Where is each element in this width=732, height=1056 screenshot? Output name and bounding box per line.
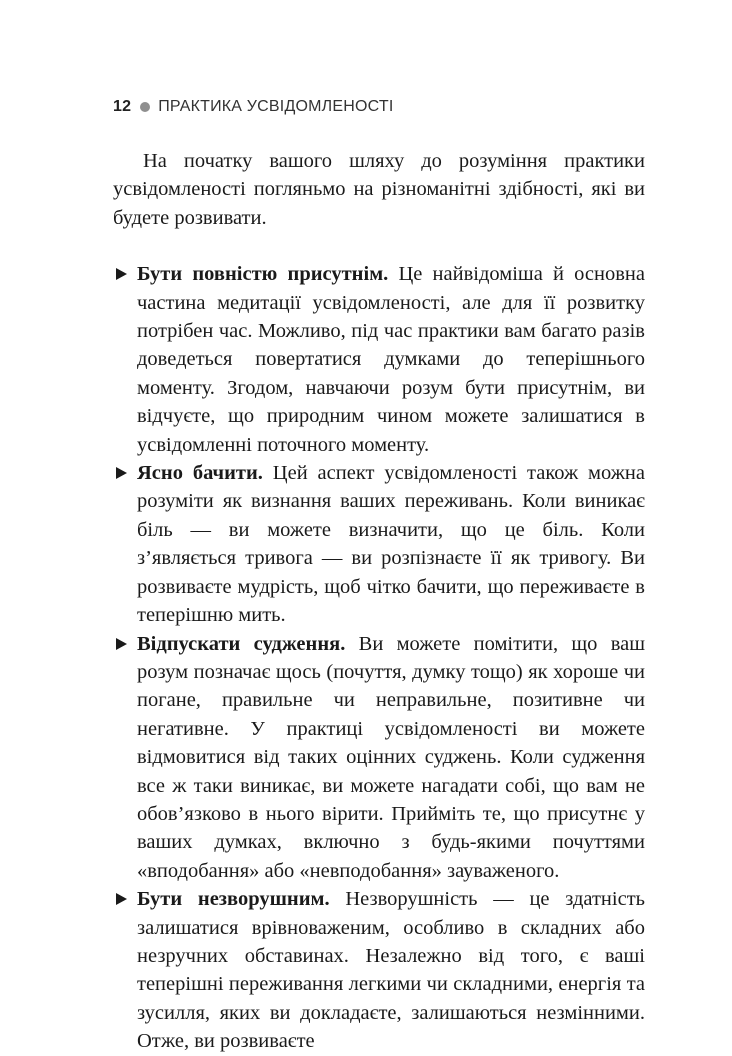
list-item-term: Ясно бачити.	[137, 462, 263, 485]
list-item-text: Цей аспект усвідомленості також можна розуміти як визнання ваших переживань. Коли виникає біль — ви можете визначити, що це біль. Коли з’являється тривога — ви розпізнаєте її як тривогу. Ви розвиваєте мудрість, щоб чітко бачити, що переживаєте в теперішню мить.	[137, 462, 645, 627]
list-item-term: Бути незворушним.	[137, 888, 330, 911]
page-content	[113, 147, 645, 1056]
list-item	[113, 459, 645, 629]
bullet-dot-icon	[140, 102, 150, 112]
triangle-bullet-icon	[116, 467, 127, 479]
list-item	[113, 630, 645, 886]
list-item	[113, 885, 645, 1055]
running-head	[113, 98, 393, 116]
list-item-term: Бути повністю присутнім.	[137, 263, 389, 286]
triangle-bullet-icon	[116, 638, 127, 650]
abilities-list	[113, 260, 645, 1055]
intro-paragraph: На початку вашого шляху до розуміння практики усвідомленості погляньмо на різноманітні здібності, які ви будете розвивати.	[113, 150, 645, 229]
triangle-bullet-icon	[116, 268, 127, 280]
list-item-term: Відпускати судження.	[137, 632, 346, 655]
running-head-title: ПРАКТИКА УСВІДОМЛЕНОСТІ	[158, 98, 394, 115]
page-number: 12	[113, 98, 132, 115]
list-item-text: Ви можете помітити, що ваш розум позначає щось (почуття, думку тощо) як хороше чи погане, правильне чи неправильне, позитивне чи негативне. У практиці усвідомленості ви можете відмовитися від таких оцінних суджень. Коли судження все ж таки виникає, ви можете нагадати собі, що вам не обов’язково в нього вірити. Прийміть те, що присутнє у ваших думках, включно з будь-якими почуттями «вподобання» або «невподобання» зауваженого.	[137, 632, 646, 882]
list-item-text: Це найвідоміша й основна частина медитації усвідомленості, але для її розвитку потрібен час. Можливо, під час практики вам багато разів доведеться повертатися думками до теперішнього моменту. Згодом, навчаючи розум бути присутнім, ви відчуєте, що природним чином можете залишатися в усвідомленні поточного моменту.	[137, 263, 645, 456]
triangle-bullet-icon	[116, 893, 127, 905]
list-item-text: Незворушність — це здатність залишатися врівноваженим, особливо в складних або незручних обставинах. Незалежно від того, є ваші теперішні переживання легкими чи складними, енергія та зусилля, яких ви докладаєте, залишаються незмінними. Отже, ви розвиваєте	[137, 888, 645, 1053]
list-item	[113, 260, 645, 459]
